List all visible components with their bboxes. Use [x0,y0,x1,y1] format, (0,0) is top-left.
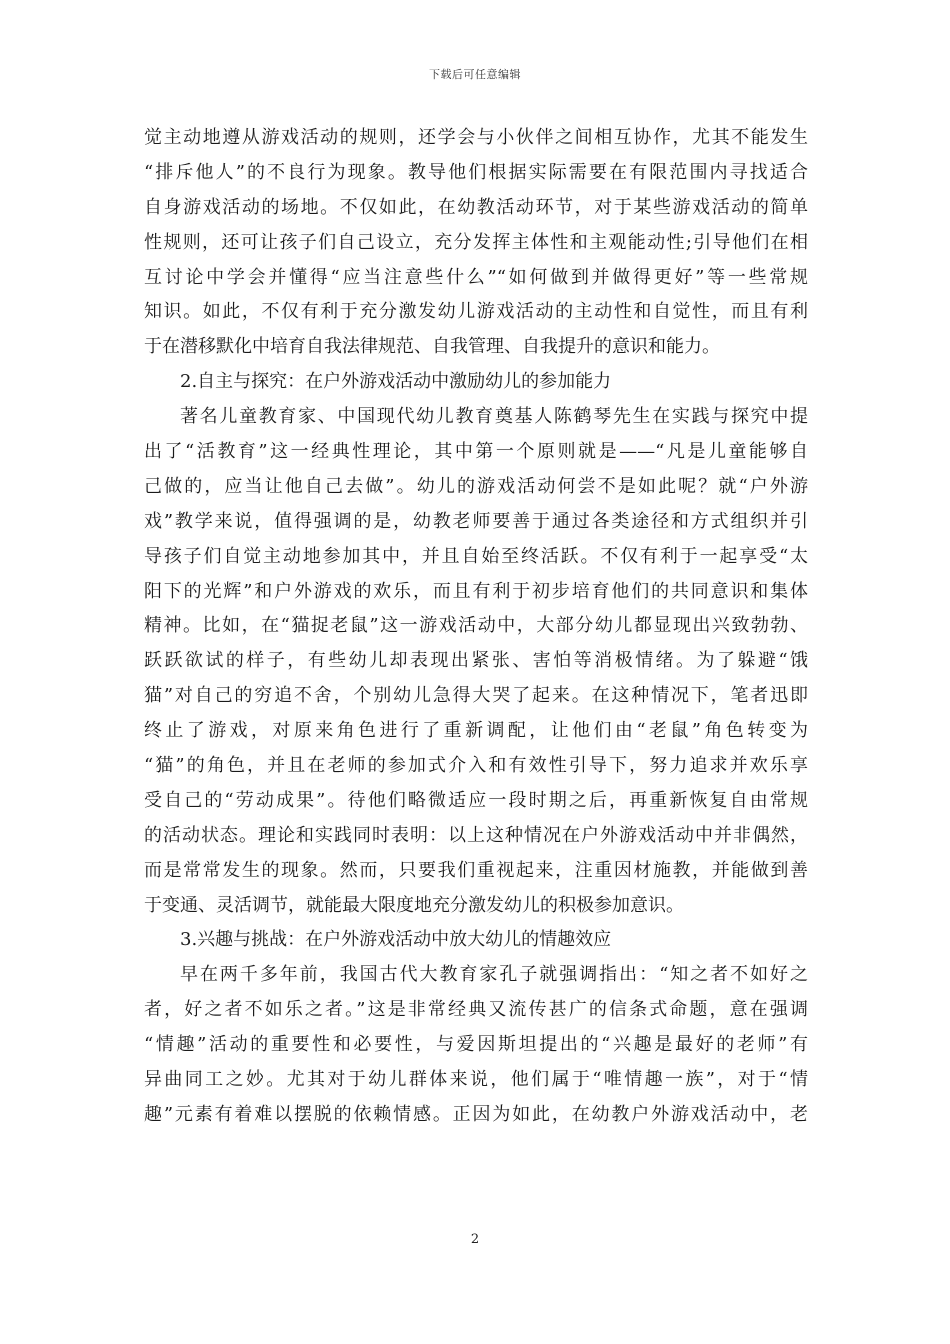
text-line: 跃跃欲试的样子，有些幼儿却表现出紧张、害怕等消极情绪。为了躲避“饿 [144,650,808,672]
text-line: 者，好之者不如乐之者。”这是非常经典又流传甚广的信条式命题，意在强调 [144,999,808,1021]
text-line: 于变通、灵活调节，就能最大限度地充分激发幼儿的积极参加意识。 [144,894,684,916]
text-line: 性规则，还可让孩子们自己设立，充分发挥主体性和主观能动性;引导他们在相 [144,231,808,253]
document-body [144,121,808,1133]
text-line: 猫”对自己的穷追不舍，个别幼儿急得大哭了起来。在这种情况下，笔者迅即 [144,685,808,707]
text-line: “猫”的角色，并且在老师的参加式介入和有效性引导下，努力追求并欢乐享 [144,755,808,777]
text-line: 导孩子们自觉主动地参加其中，并且自始至终活跃。不仅有利于一起享受“太 [144,545,808,567]
section-heading: 3.兴趣与挑战：在户外游戏活动中放大幼儿的情趣效应 [180,929,612,951]
text-line: 而是常常发生的现象。然而，只要我们重视起来，注重因材施教，并能做到善 [144,859,808,881]
page-number: 2 [470,1232,480,1247]
text-line: 早在两千多年前，我国古代大教育家孔子就强调指出：“知之者不如好之 [180,964,808,986]
text-line: 于在潜移默化中培育自我法律规范、自我管理、自我提升的意识和能力。 [144,336,720,358]
page-header: 下载后可任意编辑 [429,68,521,81]
text-line: 受自己的“劳动成果”。待他们略微适应一段时期之后，再重新恢复自由常规 [144,789,808,811]
section-heading: 2.自主与探究：在户外游戏活动中激励幼儿的参加能力 [180,371,612,393]
text-line: 己做的，应当让他自己去做”。幼儿的游戏活动何尝不是如此呢？就“户外游 [144,475,808,497]
text-line: 出了“活教育”这一经典性理论，其中第一个原则就是——“凡是儿童能够自 [144,441,808,463]
text-line: “排斥他人”的不良行为现象。教导他们根据实际需要在有限范围内寻找适合 [144,161,808,183]
text-line: “情趣”活动的重要性和必要性，与爱因斯坦提出的“兴趣是最好的老师”有 [144,1034,808,1056]
text-line: 的活动状态。理论和实践同时表明：以上这种情况在户外游戏活动中并非偶然， [144,824,808,846]
text-line: 终止了游戏，对原来角色进行了重新调配，让他们由“老鼠”角色转变为 [144,720,808,742]
text-line: 知识。如此，不仅有利于充分激发幼儿游戏活动的主动性和自觉性，而且有利 [144,301,808,323]
text-line: 著名儿童教育家、中国现代幼儿教育奠基人陈鹤琴先生在实践与探究中提 [180,406,808,428]
text-line: 异曲同工之妙。尤其对于幼儿群体来说，他们属于“唯情趣一族”，对于“情 [144,1069,808,1091]
text-line: 精神。比如，在“猫捉老鼠”这一游戏活动中，大部分幼儿都显现出兴致勃勃、 [144,615,808,637]
text-line: 趣”元素有着难以摆脱的依赖情感。正因为如此，在幼教户外游戏活动中，老 [144,1103,808,1125]
text-line: 互讨论中学会并懂得“应当注意些什么”“如何做到并做得更好”等一些常规 [144,266,808,288]
text-line: 自身游戏活动的场地。不仅如此，在幼教活动环节，对于某些游戏活动的简单 [144,196,808,218]
text-line: 阳下的光辉”和户外游戏的欢乐，而且有利于初步培育他们的共同意识和集体 [144,580,808,602]
text-line: 觉主动地遵从游戏活动的规则，还学会与小伙伴之间相互协作，尤其不能发生 [144,127,808,148]
text-line: 戏”教学来说，值得强调的是，幼教老师要善于通过各类途径和方式组织并引 [144,510,808,532]
